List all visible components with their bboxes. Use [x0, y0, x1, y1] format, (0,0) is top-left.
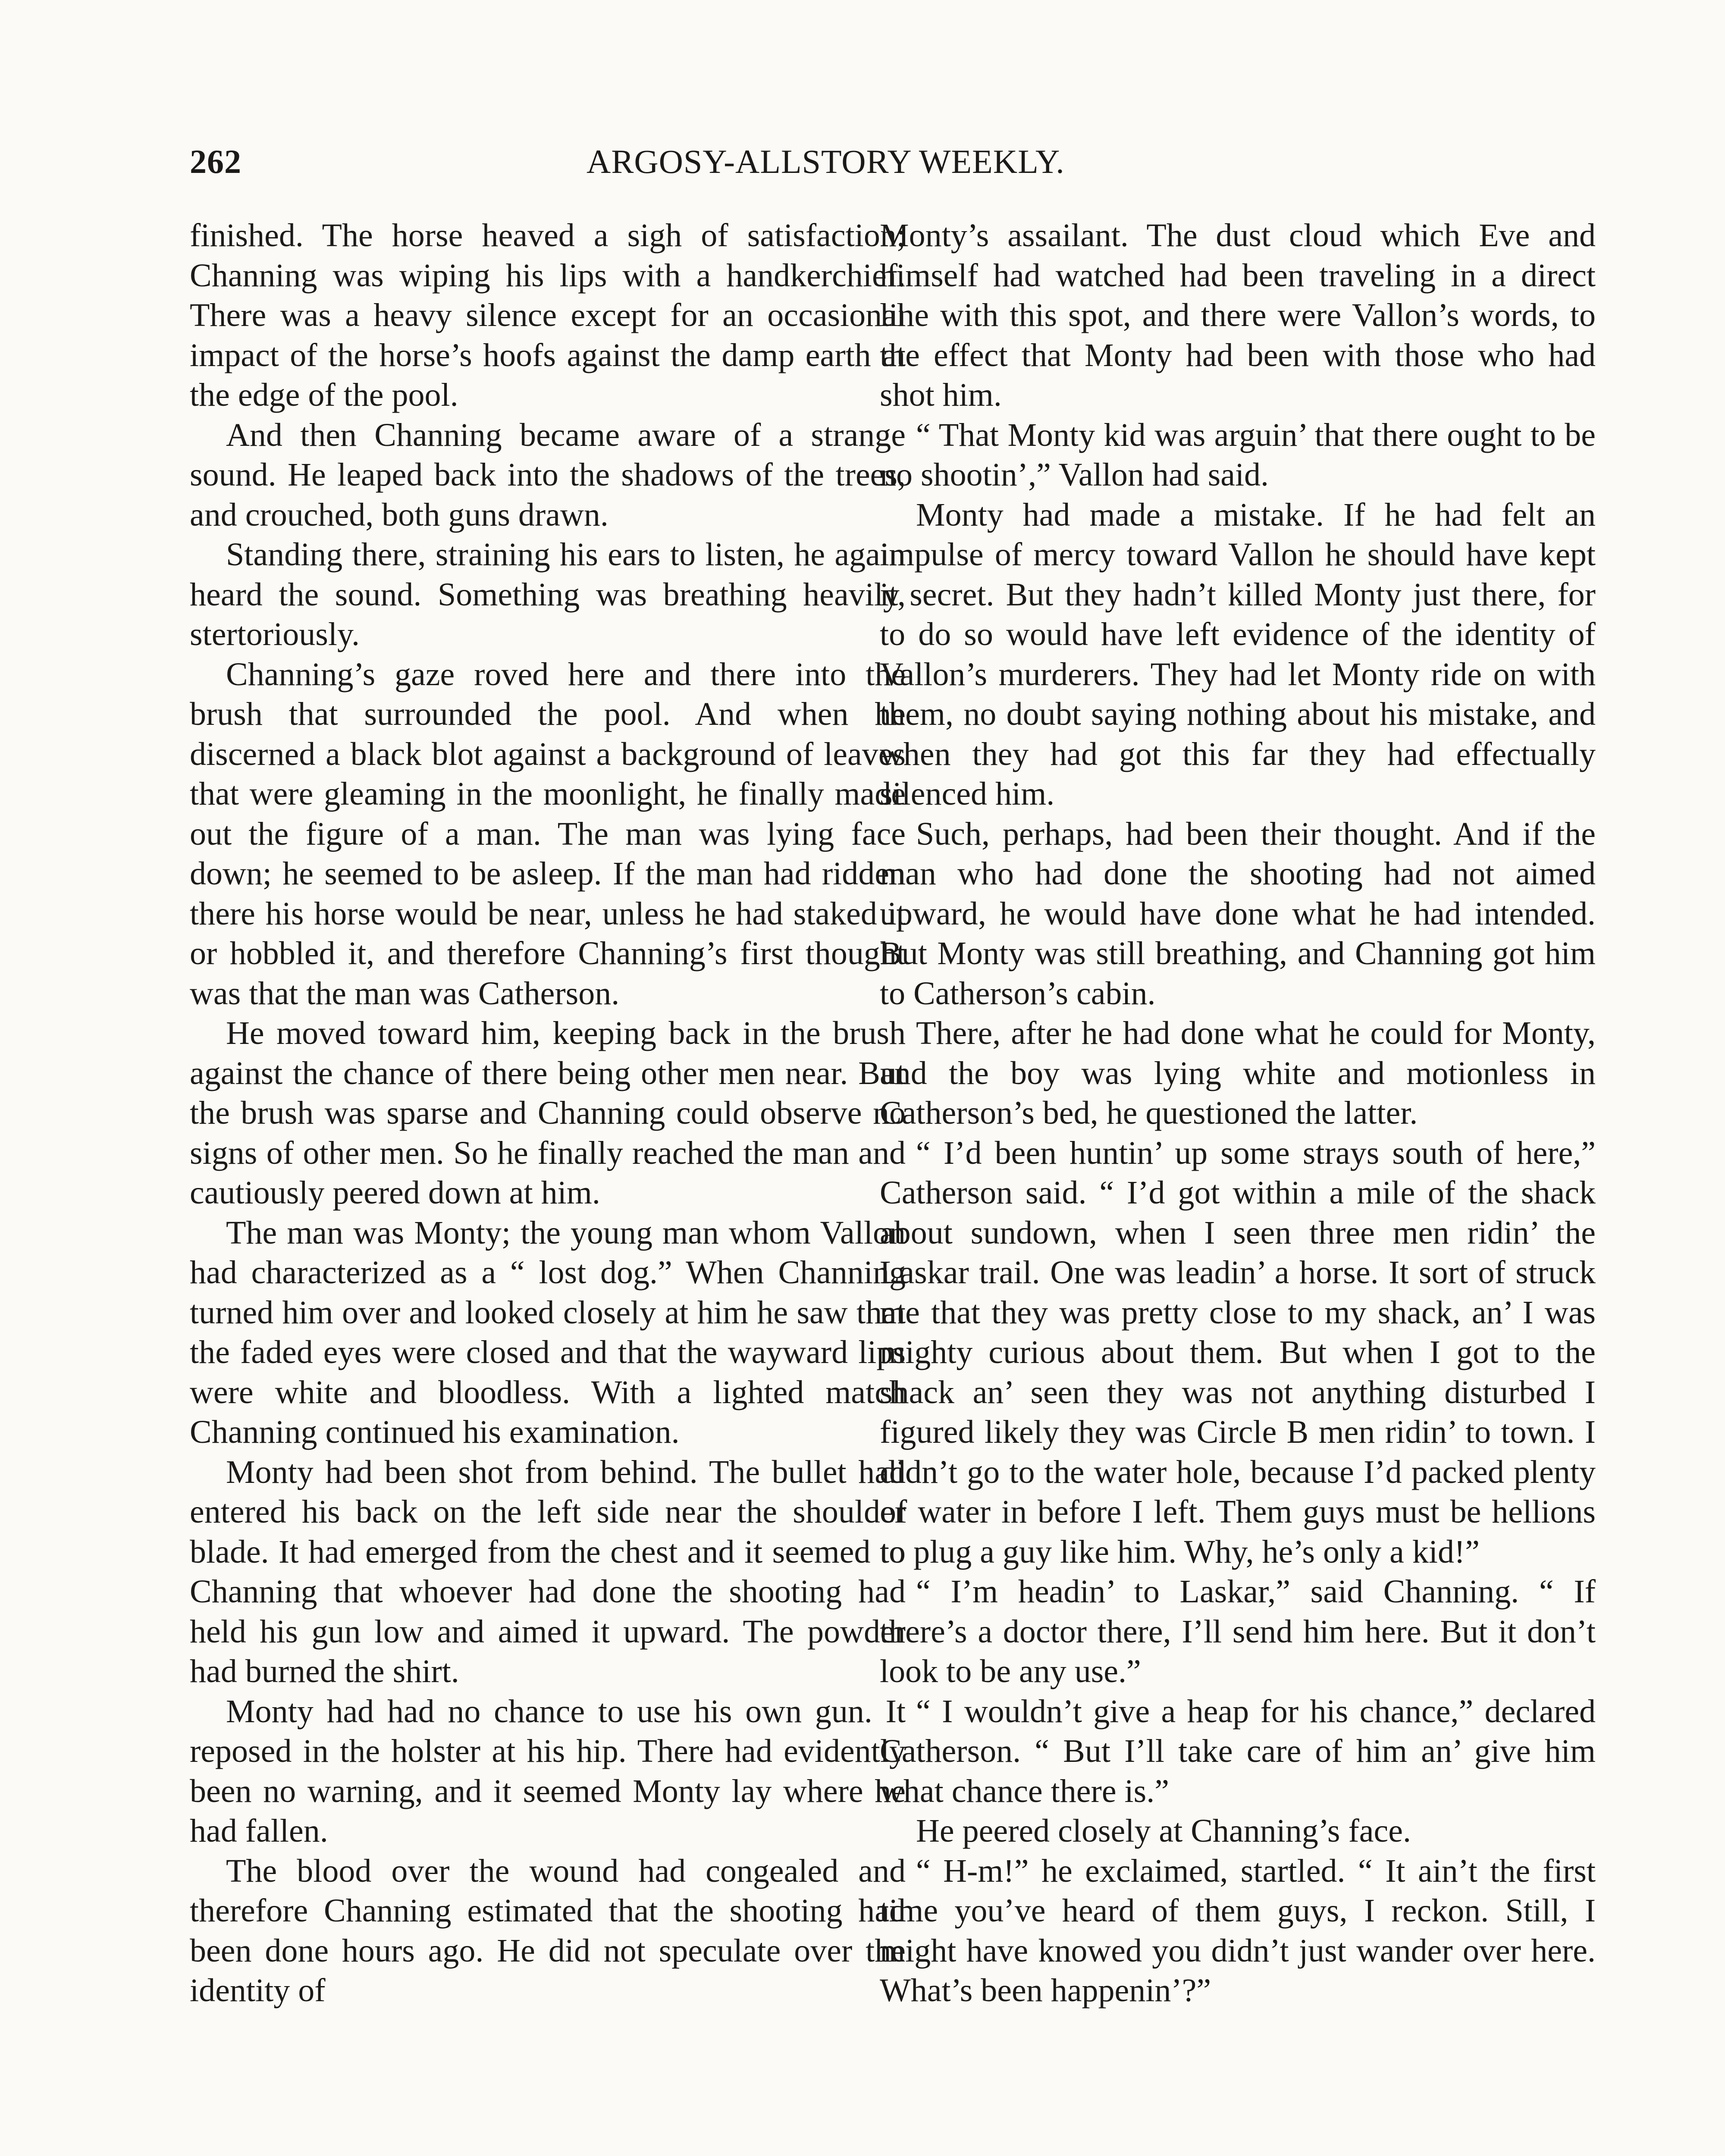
paragraph: Channing’s gaze roved here and there into the brush that surrounded the pool. And when he discerned a black blot against a background of leaves that were gleaming in the moonlight, he finally made out the figure of a man. The man was lying face down; he seemed to be asleep. If the man had ridden there his horse would be near, unless he had staked it or hobbled it, and therefore Channing’s first thought was that the man was Catherson.	[190, 656, 906, 1012]
page-number: 262	[190, 143, 242, 180]
paragraph: He moved toward him, keeping back in the brush against the chance of there being other men near. But the brush was sparse and Channing could observe no signs of other men. So he finally reached the man and cautiously peered down at him.	[190, 1015, 906, 1211]
paragraph: And then Channing became aware of a strange sound. He leaped back into the shadows of the trees, and crouched, both guns drawn.	[190, 417, 906, 533]
paragraph: “ That Monty kid was arguin’ that there ought to be no shootin’,” Vallon had said.	[880, 417, 1596, 493]
paragraph: “ I’m headin’ to Laskar,” said Channing. “ If there’s a doctor there, I’ll send him here. But it don’t look to be any use.”	[880, 1573, 1596, 1689]
paragraph: Monty had had no chance to use his own gun. It reposed in the holster at his hip. There had evidently been no warning, and it seemed Monty lay where he had fallen.	[190, 1693, 906, 1849]
paragraph: Such, perhaps, had been their thought. And if the man who had done the shooting had not aimed upward, he would have done what he had intended. But Monty was still breathing, and Channing got him to Catherson’s cabin.	[880, 815, 1596, 1012]
paragraph: Standing there, straining his ears to listen, he again heard the sound. Something was breathing heavily, stertoriously.	[190, 536, 906, 652]
paragraph: finished. The horse heaved a sigh of satisfaction; Channing was wiping his lips with a handkerchief. There was a heavy silence except for an occasional impact of the horse’s hoofs against the damp earth at the edge of the pool.	[190, 217, 906, 413]
paragraph: Monty’s assailant. The dust cloud which Eve and himself had watched had been traveling in a direct line with this spot, and there were Vallon’s words, to the effect that Monty had been with those who had shot him.	[880, 217, 1596, 413]
paragraph: The blood over the wound had congealed and therefore Channing estimated that the shooting had been done hours ago. He did not speculate over the identity of	[190, 1852, 906, 2009]
right-column	[880, 216, 1596, 2011]
paragraph: “ I’d been huntin’ up some strays south of here,” Catherson said. “ I’d got within a mile of the shack about sundown, when I seen three men ridin’ the Laskar trail. One was leadin’ a horse. It sort of struck me that they was pretty close to my shack, an’ I was mighty curious about them. But when I got to the shack an’ seen they was not anything disturbed I figured likely they was Circle B men ridin’ to town. I didn’t go to the water hole, because I’d packed plenty of water in before I left. Them guys must be hellions to plug a guy like him. Why, he’s only a kid!”	[880, 1134, 1596, 1570]
running-title: ARGOSY-ALLSTORY WEEKLY.	[586, 143, 1065, 180]
paragraph: The man was Monty; the young man whom Vallon had characterized as a “ lost dog.” When Channing turned him over and looked closely at him he saw that the faded eyes were closed and that the wayward lips were white and bloodless. With a lighted match Channing continued his examination.	[190, 1214, 906, 1450]
paragraph: Monty had made a mistake. If he had felt an impulse of mercy toward Vallon he should have kept it secret. But they hadn’t killed Monty just there, for to do so would have left evidence of the identity of Vallon’s murderers. They had let Monty ride on with them, no doubt saying nothing about his mistake, and when they had got this far they had effectually silenced him.	[880, 496, 1596, 812]
paragraph: “ I wouldn’t give a heap for his chance,” declared Catherson. “ But I’ll take care of him an’ give him what chance there is.”	[880, 1693, 1596, 1809]
paragraph: Monty had been shot from behind. The bullet had entered his back on the left side near the shoulder blade. It had emerged from the chest and it seemed to Channing that whoever had done the shooting had held his gun low and aimed it upward. The powder had burned the shirt.	[190, 1454, 906, 1689]
paragraph: There, after he had done what he could for Monty, and the boy was lying white and motionless in Catherson’s bed, he questioned the latter.	[880, 1015, 1596, 1131]
left-column	[190, 216, 906, 2011]
paragraph: “ H-m!” he exclaimed, startled. “ It ain’t the first time you’ve heard of them guys, I reckon. Still, I might have knowed you didn’t just wander over here. What’s been happenin’?”	[880, 1852, 1596, 2009]
paragraph: He peered closely at Channing’s face.	[916, 1813, 1411, 1849]
page-header	[190, 138, 1138, 185]
